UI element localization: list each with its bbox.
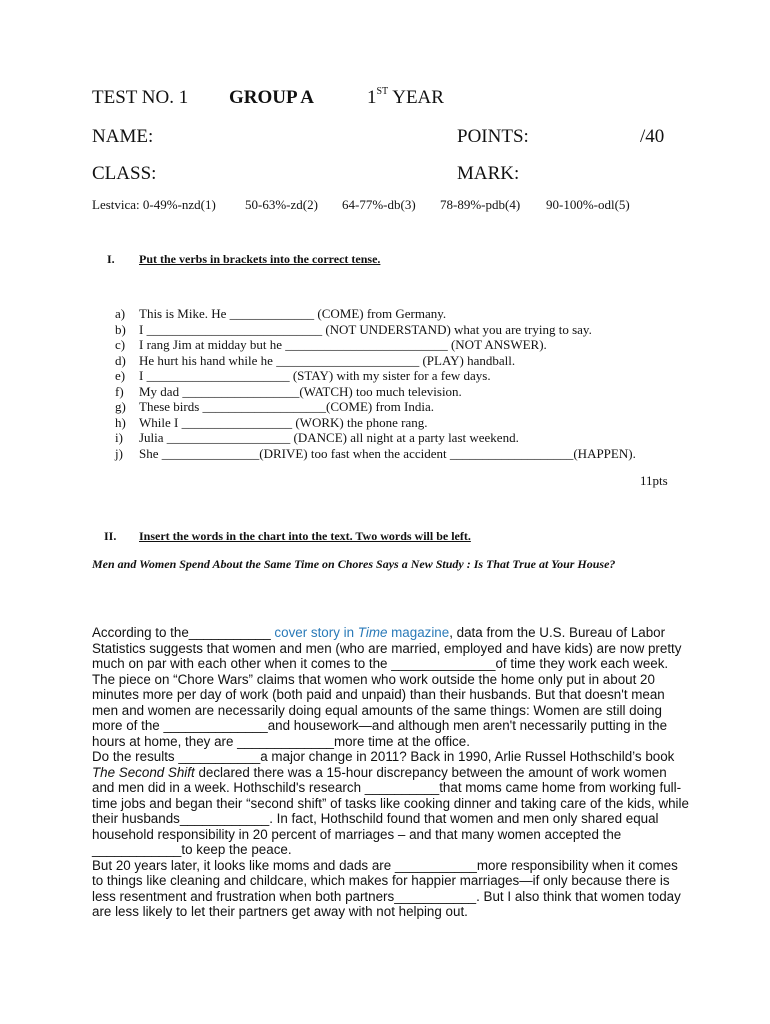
item-text: He hurt his hand while he ______________________ (PLAY) handball. — [139, 352, 516, 368]
paragraph-text: According to the___________ — [92, 625, 275, 640]
article-title: Men and Women Spend About the Same Time on Chores Says a New Study : Is That True at Your House? — [92, 557, 616, 571]
grade-5: 90-100%-odl(5) — [546, 197, 630, 212]
item-letter: d) — [115, 352, 126, 368]
link-text: magazine — [387, 625, 450, 640]
section-1-number: I. — [107, 252, 115, 266]
paragraph-text: , data from the U.S. Bureau of Labor Statistics suggests that women and men (who are married, employed and have kids) are now pretty much on par with each other when it comes to the ______________of time they work each week. The piece on “Chore Wars” claims that women who work outside the home only put in about 20 minutes more per day of work (both paid and unpaid) than their husbands. But that doesn't mean men and women are necessarily doing equal amounts of the same things: Women are still doing more of the ______________and housework—and although men aren't necessarily putting in the hours at home, they are _____________more time at the office. — [92, 625, 682, 749]
item-text: She _______________(DRIVE) too fast when the accident ___________________(HAPPEN). — [139, 445, 636, 461]
year-word: YEAR — [392, 87, 444, 108]
grade-1: Lestvica: 0-49%-nzd(1) — [92, 197, 216, 212]
paragraph-text: Do the results ___________a major change in 2011? Back in 1990, Arlie Russel Hothschild’s book — [92, 749, 675, 764]
item-letter: e) — [115, 368, 126, 383]
grade-2: 50-63%-zd(2) — [245, 197, 318, 212]
link-text: cover story in — [274, 625, 358, 640]
item-text: I ______________________ (STAY) with my sister for a few days. — [139, 368, 491, 383]
item-text: While I _________________ (WORK) the phone rang. — [139, 414, 428, 430]
year-label — [367, 87, 444, 109]
test-number: TEST NO. 1 — [92, 87, 189, 108]
section-2-title: Insert the words in the chart into the text. Two words will be left. — [139, 529, 471, 543]
article-passage — [92, 625, 692, 920]
year-superscript: ST — [376, 86, 389, 97]
item-text: My dad __________________(WATCH) too much television. — [139, 383, 462, 399]
paragraph-2 — [92, 749, 692, 858]
item-letter: j) — [115, 445, 123, 461]
item-letter: i) — [115, 430, 123, 445]
mark-label: MARK: — [457, 163, 520, 184]
book-title: The Second Shift — [92, 764, 195, 780]
class-label: CLASS: — [92, 163, 157, 184]
name-label: NAME: — [92, 126, 154, 147]
paragraph-text: declared there was a 15-hour discrepancy between the amount of work women and men did in a week. Hothschild's research __________that moms came home from working full-time jobs and began their “second shift” of tasks like cooking dinner and taking care of the kids, while their husbands____________. In fact, Hothschild found that women and men only shared equal household responsibility in 20 percent of marriages – and that many women accepted the ____________to keep the peace. — [92, 764, 689, 857]
item-letter: a) — [115, 306, 126, 321]
item-text: These birds ___________________(COME) from India. — [139, 399, 434, 414]
grade-3: 64-77%-db(3) — [342, 197, 416, 212]
grade-4: 78-89%-pdb(4) — [440, 197, 521, 212]
section-2-number: II. — [104, 529, 117, 543]
item-text: I ___________________________ (NOT UNDERSTAND) what you are trying to say. — [139, 321, 592, 337]
group-label: GROUP A — [229, 87, 314, 108]
section-1-title: Put the verbs in brackets into the correct tense. — [139, 252, 381, 266]
item-letter: g) — [115, 399, 126, 414]
link-magazine-name: Time — [357, 625, 388, 640]
item-letter: f) — [115, 383, 124, 399]
item-text: I rang Jim at midday but he _________________________ (NOT ANSWER). — [139, 337, 547, 352]
section-1-points: 11pts — [640, 473, 668, 488]
item-letter: b) — [115, 321, 126, 337]
year-number: 1 — [367, 87, 377, 108]
item-letter: h) — [115, 414, 126, 430]
item-letter: c) — [115, 337, 126, 352]
paragraph-1 — [92, 625, 692, 749]
paragraph-3: But 20 years later, it looks like moms and dads are ___________more responsibility when it comes to things like cleaning and childcare, which makes for happier marriages—if only because there is less resentment and frustration when both partners___________. But I also think that women today are less likely to let their partners get away with not helping out. — [92, 857, 681, 919]
item-text: This is Mike. He _____________ (COME) from Germany. — [139, 306, 447, 321]
points-total: /40 — [640, 126, 665, 147]
item-text: Julia ___________________ (DANCE) all night at a party last weekend. — [139, 430, 519, 445]
cover-story-link[interactable] — [274, 625, 449, 640]
points-label: POINTS: — [457, 126, 529, 147]
